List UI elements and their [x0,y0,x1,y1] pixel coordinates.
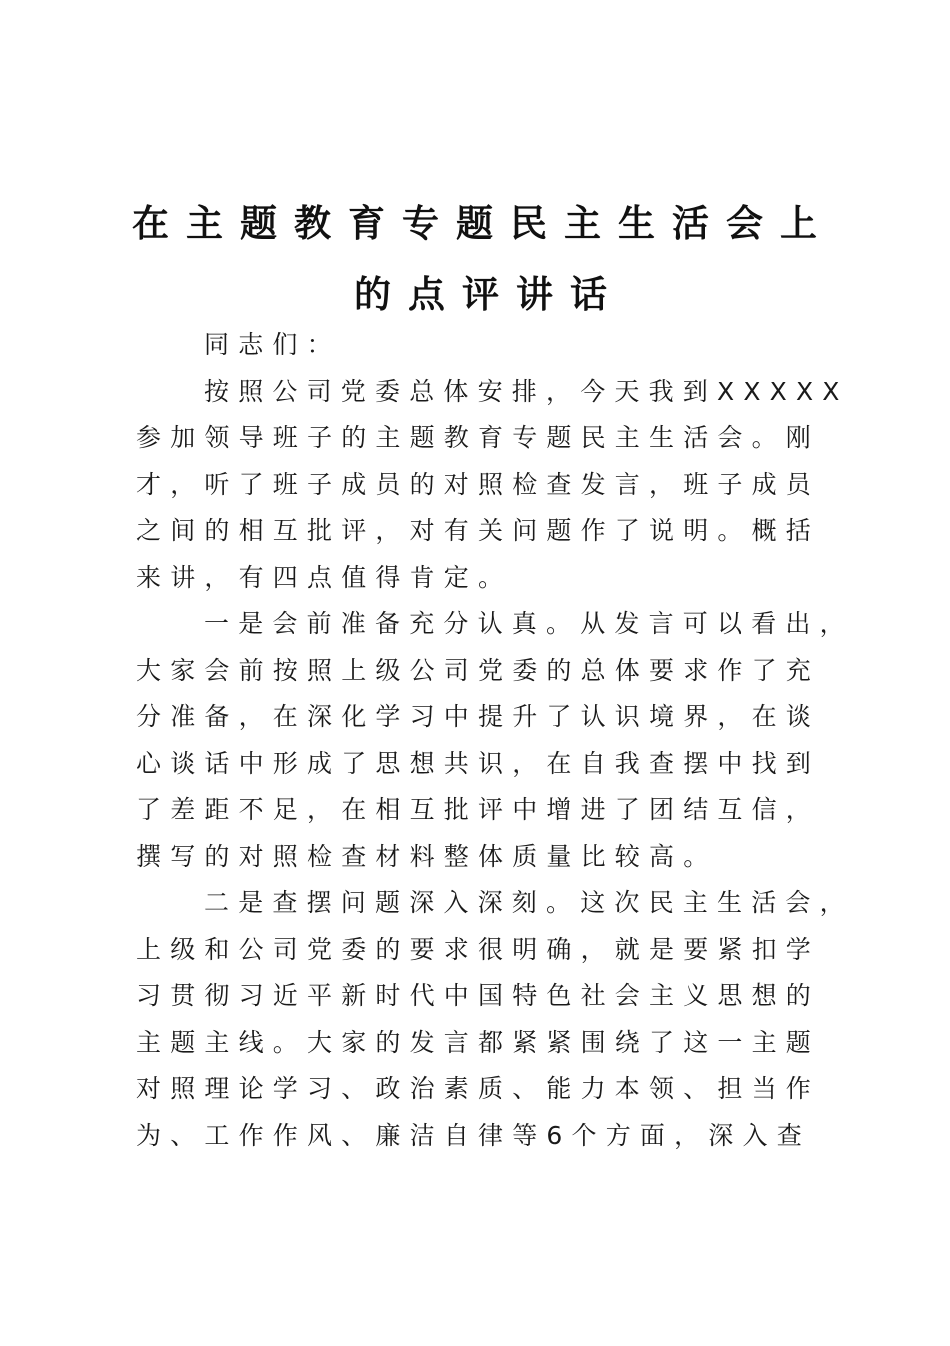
paragraph-line: 参加领导班子的主题教育专题民主生活会。刚 [136,423,821,452]
document-title-line-1: 在主题教育专题民主生活会上 [132,202,834,245]
paragraph-line: 分准备，在深化学习中提升了认识境界，在谈 [136,702,821,731]
document-title-line-2: 的点评讲话 [354,273,624,316]
document-body [136,322,854,1159]
paragraph-line: 对照理论学习、政治素质、能力本领、担当作 [136,1074,821,1103]
paragraph-line: 才，听了班子成员的对照检查发言，班子成员 [136,469,821,499]
salutation: 同志们： [204,330,341,359]
paragraph-line: 为、工作作风、廉洁自律等6个方面，深入查 [136,1120,811,1150]
paragraph-line: 大家会前按照上级公司党委的总体要求作了充 [136,655,821,685]
paragraph-line: 上级和公司党委的要求很明确，就是要紧扣学 [136,934,821,964]
paragraph-line: 心谈话中形成了思想共识，在自我查摆中找到 [136,748,821,778]
paragraph-line: 一是会前准备充分认真。从发言可以看出， [204,609,854,638]
paragraph-line: 了差距不足，在相互批评中增进了团结互信， [136,795,821,824]
paragraph-line: 二是查摆问题深入深刻。这次民主生活会， [204,888,854,917]
paragraph-line: 之间的相互批评，对有关问题作了说明。概括 [136,516,821,545]
paragraph-line: 主题主线。大家的发言都紧紧围绕了这一主题 [136,1027,821,1057]
paragraph-line: 撰写的对照检查材料整体质量比较高。 [136,841,718,871]
paragraph-line: 来讲，有四点值得肯定。 [136,562,513,592]
paragraph-line: 习贯彻习近平新时代中国特色社会主义思想的 [136,981,821,1010]
paragraph-line: 按照公司党委总体安排，今天我到XXXXX [204,376,849,406]
